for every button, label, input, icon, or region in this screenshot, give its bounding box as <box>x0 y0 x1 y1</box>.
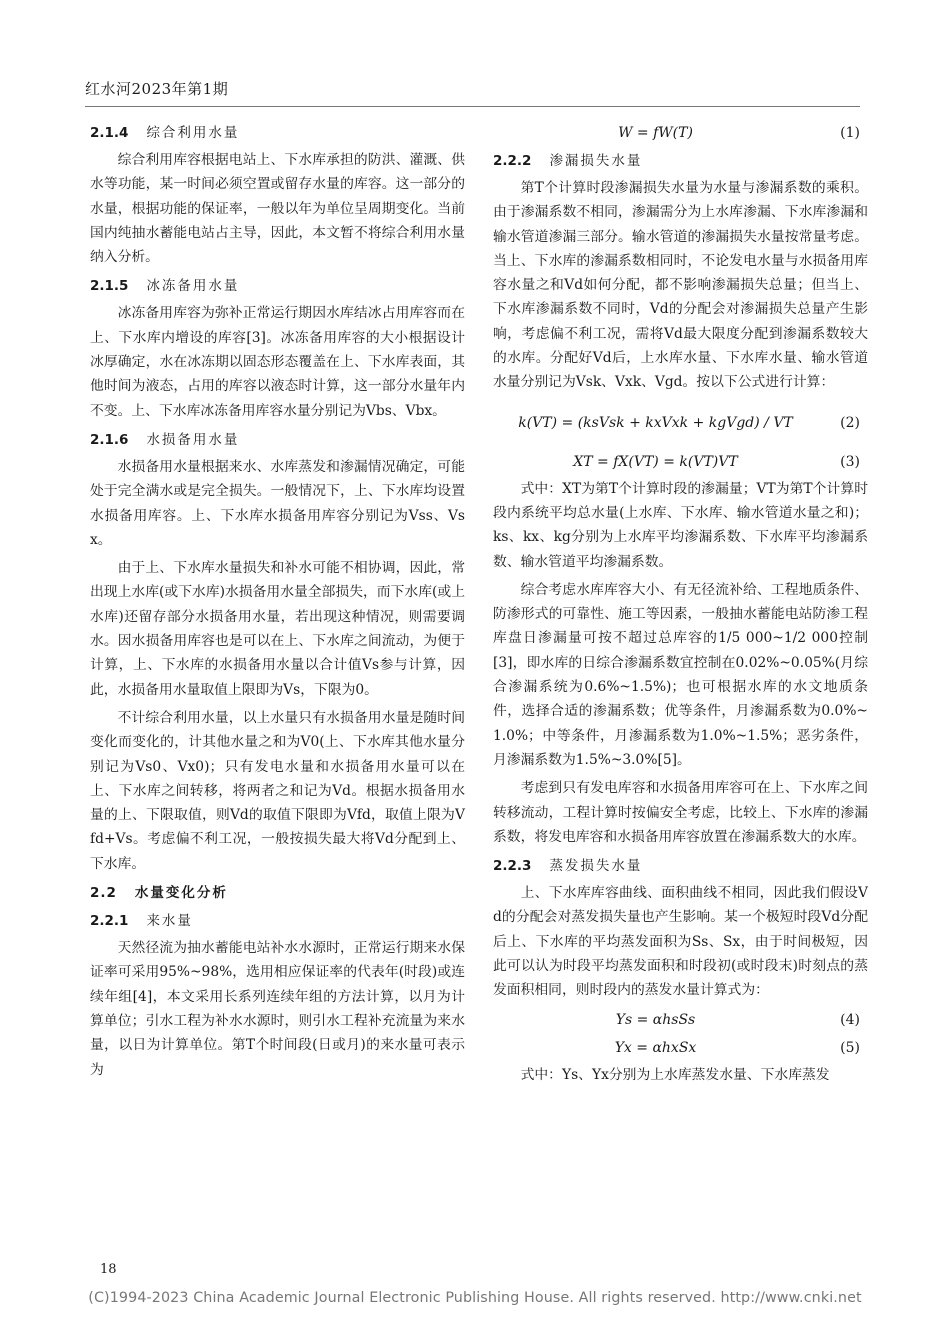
body-paragraph: 综合考虑水库库容大小、有无径流补给、工程地质条件、防渗形式的可靠性、施工等因素，一般抽水蓄能电站防渗工程库盘日渗漏量可按不超过总库容的1/5 000~1/2 000控制[3]，即水库的日综合渗漏系数宜控制在0.02%~0.05%(月综合渗漏系统为0.6%~1.5%)；也可根据水库的水文地质条件，选择合适的渗漏系数；优等条件，月渗漏系数为0.0%~1.0%；中等条件，月渗漏系数为1.0%~1.5%；恶劣条件，月渗漏系数为1.5%~3.0%[5]。 <box>493 581 868 768</box>
section-number: 2.2.3 <box>493 858 532 875</box>
section-number: 2.1.6 <box>90 431 129 448</box>
body-paragraph: 上、下水库库容曲线、面积曲线不相同，因此我们假设Vd的分配会对蒸发损失量也产生影响。某一个极短时段Vd分配后上、下水库的平均蒸发面积为Ss、Sx，由于时间极短，因此可以认为时段平均蒸发面积和时段初(或时段末)时刻点的蒸发面积相同，则时段内的蒸发水量计算式为： <box>493 885 868 999</box>
copyright-notice: (C)1994-2023 China Academic Journal Electronic Publishing House. All rights reserved. http://www.cnki.net <box>88 1290 862 1306</box>
body-paragraph: 综合利用库容根据电站上、下水库承担的防洪、灌溉、供水等功能，某一时间必须空置或留存水量的库容。这一部分的水量，根据功能的保证率，一般以年为单位呈周期变化。当前国内纯抽水蓄能电站占主导，因此，本文暂不将综合利用水量纳入分析。 <box>90 152 465 266</box>
equation-expression: Ys = αhsSs <box>615 1011 696 1028</box>
body-paragraph: 式中：XT为第T个计算时段的渗漏量；VT为第T个计算时段内系统平均总水量(上水库、下水库、输水管道水量之和)；ks、kx、kg分别为上水库平均渗漏系数、下水库平均渗漏系数、输水管道平均渗漏系数。 <box>493 480 868 570</box>
equation <box>493 120 868 146</box>
equation-number: (3) <box>840 453 860 470</box>
section-title: 渗漏损失水量 <box>549 153 643 169</box>
equation-expression: XT = fX(VT) = k(VT)VT <box>573 453 738 470</box>
section-heading <box>90 908 465 934</box>
section-number: 2.2.2 <box>493 153 532 169</box>
equation-number: (2) <box>840 414 860 431</box>
section-heading <box>493 853 868 879</box>
page-number: 18 <box>100 1262 117 1277</box>
section-heading <box>90 880 465 906</box>
equation <box>493 449 868 475</box>
equation-expression: k(VT) = (ksVsk + kxVxk + kgVgd) / VT <box>518 414 793 431</box>
equation-number: (5) <box>840 1039 860 1056</box>
section-number: 2.1.5 <box>90 278 129 295</box>
section-heading <box>90 120 465 146</box>
section-heading <box>493 148 868 174</box>
body-paragraph: 水损备用水量根据来水、水库蒸发和渗漏情况确定，可能处于完全满水或是完全损失。一般情况下，上、下水库均设置水损备用库容。上、下水库水损备用库容分别记为Vss、Vsx。 <box>90 458 465 548</box>
section-number: 2.2 <box>90 885 117 902</box>
body-paragraph: 冰冻备用库容为弥补正常运行期因水库结冰占用库容而在上、下水库内增设的库容[3]。冰冻备用库容的大小根据设计冰厚确定，水在冰冻期以固态形态覆盖在上、下水库表面，其他时间为液态，占用的库容以液态时计算，这一部分水量年内不变。上、下水库冰冻备用库容水量分别记为Vbs、Vbx。 <box>90 305 465 419</box>
right-column <box>493 118 868 1091</box>
section-heading <box>90 427 465 453</box>
section-title: 水量变化分析 <box>134 885 228 902</box>
section-title: 冰冻备用水量 <box>146 278 240 295</box>
section-number: 2.1.4 <box>90 125 129 141</box>
equation-number: (4) <box>840 1011 860 1028</box>
section-title: 水损备用水量 <box>146 431 240 448</box>
equation <box>493 1035 868 1061</box>
body-paragraph: 第T个计算时段渗漏损失水量为水量与渗漏系数的乘积。由于渗漏系数不相同，渗漏需分为上水库渗漏、下水库渗漏和输水管道渗漏三部分。输水管道的渗漏损失水量按常量考虑。当上、下水库的渗漏系数相同时，不论发电水量与水损备用库容水量之和Vd如何分配，都不影响渗漏损失总量；但当上、下水库渗漏系数不同时，Vd的分配会对渗漏损失总量产生影响，考虑偏不利工况，需将Vd最大限度分配到渗漏系数较大的水库。分配好Vd后，上水库水量、下水库水量、输水管道水量分别记为Vsk、Vxk、Vgd。按以下公式进行计算： <box>493 180 868 391</box>
section-title: 蒸发损失水量 <box>549 858 643 875</box>
equation <box>493 399 868 447</box>
body-paragraph: 式中：Ys、Yx分别为上水库蒸发水量、下水库蒸发 <box>520 1066 830 1083</box>
body-paragraph: 不计综合利用水量，以上水量只有水损备用水量是随时间变化而变化的，计其他水量之和为V0(上、下水库其他水量分别记为Vs0、Vx0)；只有发电水量和水损备用水量可以在上、下水库之间转移，将两者之和记为Vd。根据水损备用水量的上、下限取值，则Vd的取值下限即为Vfd，取值上限为Vfd+Vs。考虑偏不利工况，一般按损失最大将Vd分配到上、下水库。 <box>90 709 465 872</box>
header-rule <box>85 106 860 107</box>
body-paragraph: 天然径流为抽水蓄能电站补水水源时，正常运行期来水保证率可采用95%~98%，选用相应保证率的代表年(时段)或连续年组[4]，本文采用长系列连续年组的方法计算，以月为计算单位；引水工程为补水水源时，则引水工程补充流量为来水量，以日为计算单位。第T个时间段(日或月)的来水量可表示为 <box>90 940 465 1078</box>
section-title: 来水量 <box>146 913 193 930</box>
section-number: 2.2.1 <box>90 913 129 930</box>
equation <box>493 1007 868 1033</box>
equation-expression: Yx = αhxSx <box>614 1039 697 1056</box>
equation-expression: W = fW(T) <box>618 125 693 141</box>
left-column <box>90 118 465 1086</box>
journal-header: 红水河2023年第1期 <box>85 80 229 98</box>
section-heading <box>90 273 465 299</box>
body-paragraph: 由于上、下水库水量损失和补水可能不相协调，因此，常出现上水库(或下水库)水损备用水量全部损失，而下水库(或上水库)还留存部分水损备用水量，若出现这种情况，则需要调水。因水损备用库容也是可以在上、下水库之间流动，为便于计算，上、下水库的水损备用水量以合计值Vs参与计算，因此，水损备用水量取值上限即为Vs，下限为0。 <box>90 560 465 698</box>
body-paragraph: 考虑到只有发电库容和水损备用库容可在上、下水库之间转移流动，工程计算时按偏安全考虑，比较上、下水库的渗漏系数，将发电库容和水损备用库容放置在渗漏系数大的水库。 <box>493 780 868 845</box>
equation-number: (1) <box>840 125 860 141</box>
section-title: 综合利用水量 <box>146 125 240 141</box>
